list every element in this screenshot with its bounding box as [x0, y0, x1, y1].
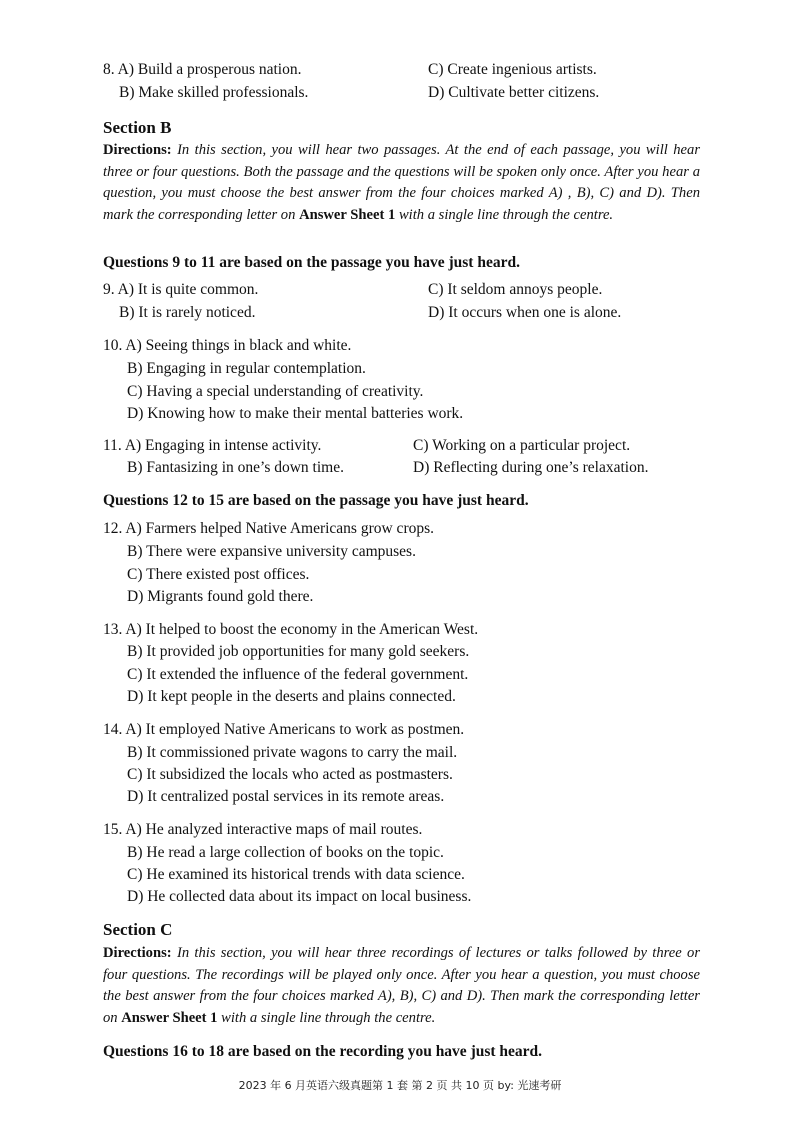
q15-option-c: C) He examined its historical trends with data science.	[127, 866, 465, 883]
q10-option-a: 10. A) Seeing things in black and white.	[103, 337, 352, 354]
question-8-row-2	[103, 84, 703, 107]
q14-option-a: 14. A) It employed Native Americans to work as postmen.	[103, 721, 465, 738]
directions-label: Directions:	[103, 142, 172, 158]
q11-option-a: 11. A) Engaging in intense activity.	[103, 437, 322, 454]
q11-option-b: B) Fantasizing in one’s down time.	[127, 459, 344, 476]
q12-option-d: D) Migrants found gold there.	[127, 588, 314, 605]
question-11-row-1	[103, 437, 703, 460]
answer-sheet-ref: Answer Sheet 1	[299, 206, 396, 223]
q13-option-b: B) It provided job opportunities for many gold seekers.	[127, 643, 470, 660]
page-footer: 2023 年 6 月英语六级真题第 1 套 第 2 页 共 10 页 by: 光速考研	[238, 1079, 562, 1092]
q12-option-a: 12. A) Farmers helped Native Americans grow crops.	[103, 520, 435, 537]
q15-option-d: D) He collected data about its impact on local business.	[127, 888, 472, 905]
q15-option-b: B) He read a large collection of books on the topic.	[127, 844, 444, 861]
q14-option-c: C) It subsidized the locals who acted as postmasters.	[127, 766, 453, 783]
q8-option-c: C) Create ingenious artists.	[428, 61, 597, 78]
q11-option-d: D) Reflecting during one’s relaxation.	[413, 459, 649, 476]
questions-9-11-heading: Questions 9 to 11 are based on the passage you have just heard.	[103, 254, 520, 271]
q14-option-b: B) It commissioned private wagons to carry the mail.	[127, 744, 458, 761]
q14-option-d: D) It centralized postal services in its remote areas.	[127, 788, 445, 805]
directions-text: In this section, you will hear two passages. At the end of each passage, you will hear three or four questions. Both the passage and the questions will be spoken only once. After you hear a question, you must choose the best answer from the four choices marked A) , B), C) and D). Then mark the corresponding letter on	[103, 142, 700, 223]
section-b-title: Section B	[103, 118, 172, 137]
q13-option-d: D) It kept people in the deserts and plains connected.	[127, 688, 456, 705]
question-9-row-1	[103, 281, 703, 304]
question-11-row-2	[103, 459, 703, 482]
directions-text: In this section, you will hear three recordings of lectures or talks followed by three or four questions. The recordings will be played only once. After you hear a question, you must choose the best answer from the four choices marked A), B), C) and D). Then mark the corresponding letter on	[103, 945, 700, 1026]
q9-option-a: 9. A) It is quite common.	[103, 281, 259, 298]
questions-16-18-heading: Questions 16 to 18 are based on the recording you have just heard.	[103, 1043, 543, 1060]
q8-option-a: 8. A) Build a prosperous nation.	[103, 61, 302, 78]
directions-label: Directions:	[103, 945, 172, 961]
q13-option-a: 13. A) It helped to boost the economy in the American West.	[103, 621, 479, 638]
q8-option-b: B) Make skilled professionals.	[119, 84, 309, 101]
directions-tail: with a single line through the centre.	[221, 1009, 436, 1026]
q11-option-c: C) Working on a particular project.	[413, 437, 631, 454]
section-b-directions	[103, 140, 700, 226]
section-c-title: Section C	[103, 920, 173, 939]
q9-option-c: C) It seldom annoys people.	[428, 281, 603, 298]
q12-option-b: B) There were expansive university campuses.	[127, 543, 416, 560]
q10-option-d: D) Knowing how to make their mental batteries work.	[127, 405, 464, 422]
directions-tail: with a single line through the centre.	[398, 206, 614, 223]
q15-option-a: 15. A) He analyzed interactive maps of mail routes.	[103, 821, 423, 838]
q8-option-d: D) Cultivate better citizens.	[428, 84, 600, 101]
question-8-row-1	[103, 61, 703, 84]
section-c-directions	[103, 943, 700, 1029]
question-9-row-2	[103, 304, 703, 327]
q9-option-d: D) It occurs when one is alone.	[428, 304, 622, 321]
answer-sheet-ref: Answer Sheet 1	[121, 1009, 218, 1026]
questions-12-15-heading: Questions 12 to 15 are based on the passage you have just heard.	[103, 492, 529, 509]
q12-option-c: C) There existed post offices.	[127, 566, 310, 583]
q13-option-c: C) It extended the influence of the federal government.	[127, 666, 469, 683]
q9-option-b: B) It is rarely noticed.	[119, 304, 256, 321]
q10-option-c: C) Having a special understanding of creativity.	[127, 383, 424, 400]
q10-option-b: B) Engaging in regular contemplation.	[127, 360, 366, 377]
